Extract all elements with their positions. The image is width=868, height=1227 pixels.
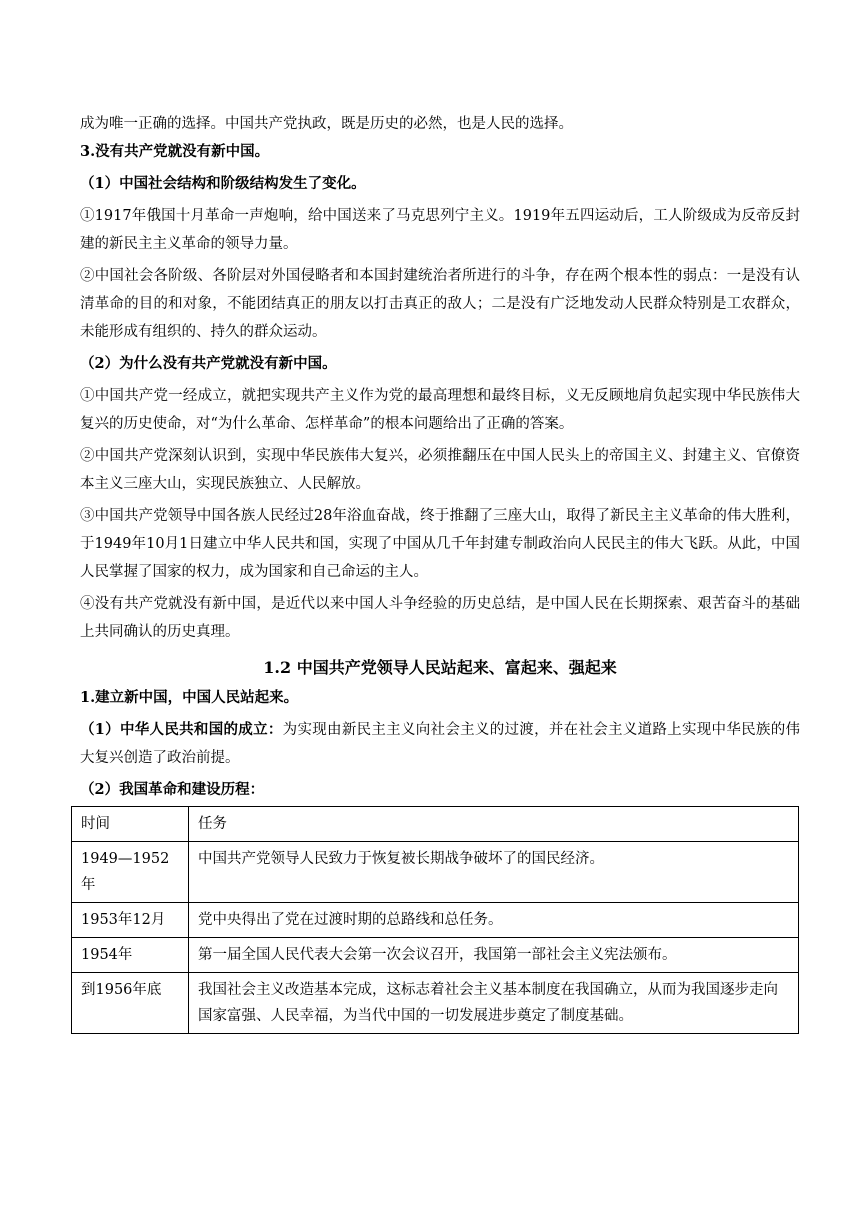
paragraph-1-2: ②中国社会各阶级、各阶层对外国侵略者和本国封建统治者所进行的斗争，存在两个根本性的弱点：一是没有认清革命的目的和对象，不能团结真正的朋友以打击真正的敌人；二是没有广泛地发动人民群众特别是工农群众，未能形成有组织的、持久的群众运动。	[80, 268, 800, 340]
table-header-task: 任务	[189, 807, 799, 842]
history-heading: （2）我国革命和建设历程：	[80, 781, 265, 798]
paragraph-2-4: ④没有共产党就没有新中国，是近代以来中国人斗争经验的历史总结，是中国人民在长期探索、艰苦奋斗的基础上共同确认的历史真理。	[80, 596, 800, 640]
paragraph-prc-founding	[80, 716, 800, 772]
table-row	[72, 842, 799, 903]
paragraph-continuation: 成为唯一正确的选择。中国共产党执政，既是历史的必然，也是人民的选择。	[80, 116, 573, 132]
history-table	[71, 806, 799, 1034]
table-header-row	[72, 807, 799, 842]
table-cell-time: 到1956年底	[72, 973, 189, 1034]
heading-1: 1.建立新中国，中国人民站起来。	[80, 689, 299, 706]
document-content	[80, 110, 800, 1034]
table-cell-task: 我国社会主义改造基本完成，这标志着社会主义基本制度在我国确立，从而为我国逐步走向国家富强、人民幸福，为当代中国的一切发展进步奠定了制度基础。	[189, 973, 799, 1034]
section-title: 1.2 中国共产党领导人民站起来、富起来、强起来	[263, 658, 617, 677]
table-cell-time: 1954年	[72, 938, 189, 973]
table-cell-time: 1953年12月	[72, 903, 189, 938]
table-cell-time: 1949—1952年	[72, 842, 189, 903]
table-row	[72, 938, 799, 973]
table-row	[72, 903, 799, 938]
paragraph-2-1: ①中国共产党一经成立，就把实现共产主义作为党的最高理想和最终目标，义无反顾地肩负起实现中华民族伟大复兴的历史使命，对“为什么革命、怎样革命”的根本问题给出了正确的答案。	[80, 388, 800, 432]
subheading-1: （1）中国社会结构和阶级结构发生了变化。	[80, 175, 366, 192]
prc-founding-label: （1）中华人民共和国的成立：	[80, 721, 283, 738]
paragraph-2-3: ③中国共产党领导中国各族人民经过28年浴血奋战，终于推翻了三座大山，取得了新民主主义革命的伟大胜利，于1949年10月1日建立中华人民共和国，实现了中国从几千年封建专制政治向人民民主的伟大飞跃。从此，中国人民掌握了国家的权力，成为国家和自己命运的主人。	[80, 508, 800, 580]
paragraph-1-1: ①1917年俄国十月革命一声炮响，给中国送来了马克思列宁主义。1919年五四运动后，工人阶级成为反帝反封建的新民主主义革命的领导力量。	[80, 208, 800, 252]
table-header-time: 时间	[72, 807, 189, 842]
heading-3: 3.没有共产党就没有新中国。	[80, 143, 270, 160]
table-cell-task: 中国共产党领导人民致力于恢复被长期战争破坏了的国民经济。	[189, 842, 799, 903]
table-row	[72, 973, 799, 1034]
subheading-2: （2）为什么没有共产党就没有新中国。	[80, 355, 337, 372]
table-cell-task: 党中央得出了党在过渡时期的总路线和总任务。	[189, 903, 799, 938]
paragraph-2-2: ②中国共产党深刻认识到，实现中华民族伟大复兴，必须推翻压在中国人民头上的帝国主义、封建主义、官僚资本主义三座大山，实现民族独立、人民解放。	[80, 448, 800, 492]
prc-founding-text: 为实现由新民主主义向社会主义的过渡，并在社会主义道路上实现中华民族的伟大复兴创造了政治前提。	[80, 722, 801, 766]
table-cell-task: 第一届全国人民代表大会第一次会议召开，我国第一部社会主义宪法颁布。	[189, 938, 799, 973]
